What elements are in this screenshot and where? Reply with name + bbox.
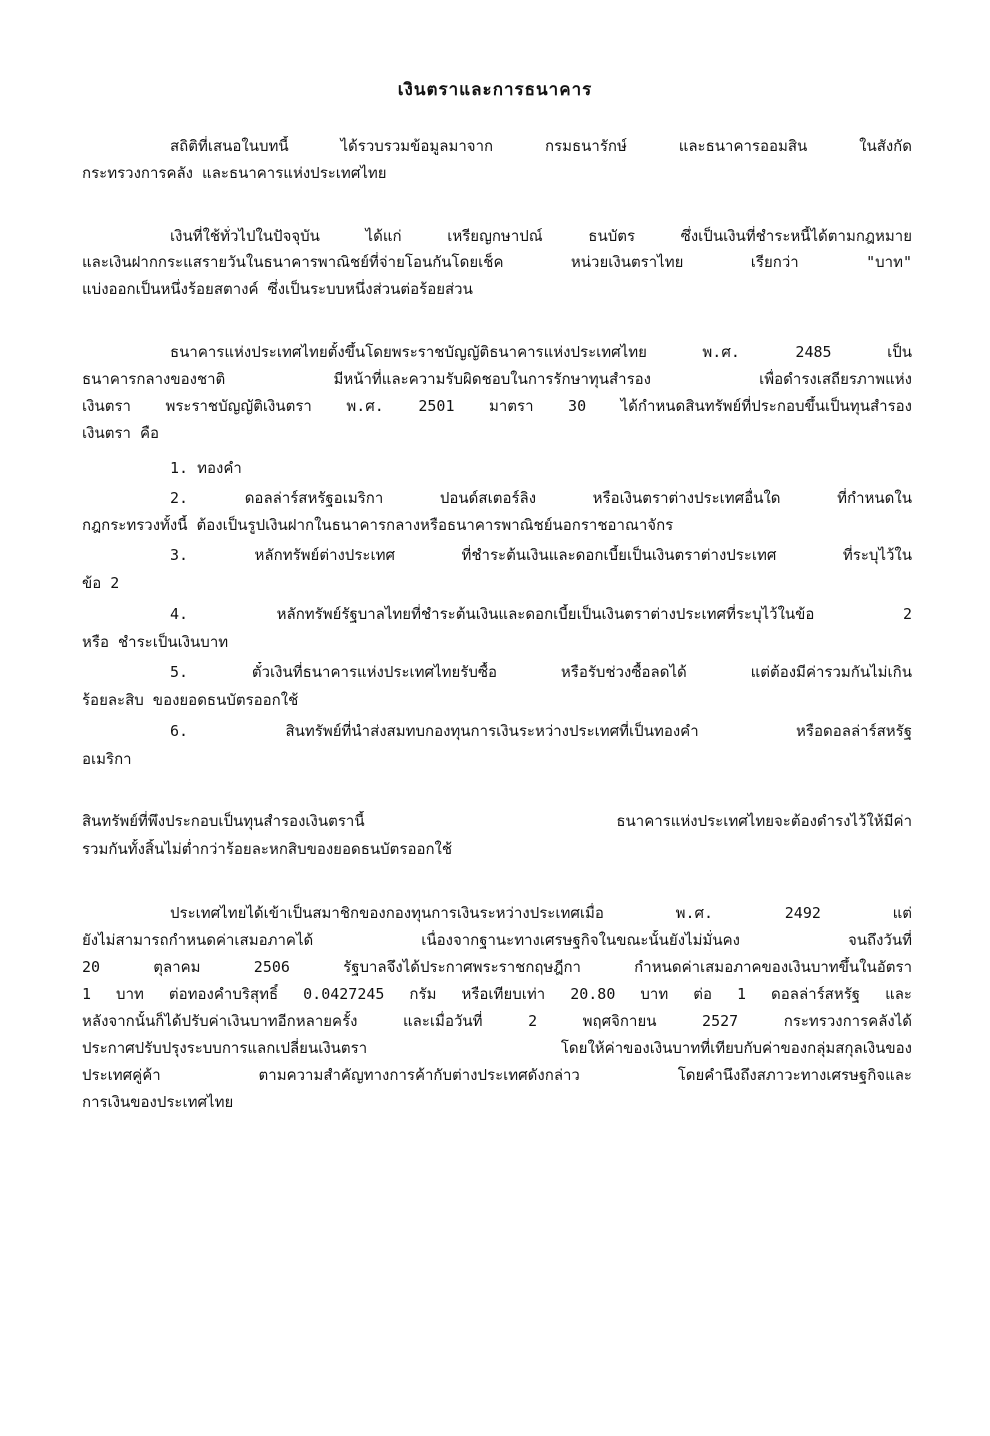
currency-line: แบ่งออกเป็นหนึ่งร้อยสตางค์ ซึ่งเป็นระบบหนึ่งส่วนต่อร้อยส่วน [82, 280, 473, 298]
list-item-4-cont: หรือ ชำระเป็นเงินบาท [82, 633, 229, 651]
imf-line: ประเทศคู่ค้า ตามความสำคัญทางการค้ากับต่างประเทศดังกล่าว โดยคำนึงถึงสภาวะทางเศรษฐกิจและ [82, 1066, 912, 1084]
currency-line: และเงินฝากกระแสรายวันในธนาคารพาณิชย์ที่จ่ายโอนกันโดยเช็ค หน่วยเงินตราไทย เรียกว่า "บาท" [82, 253, 912, 271]
list-item-1: 1. ทองคำ [170, 459, 242, 477]
imf-line: 20 ตุลาคม 2506 รัฐบาลจึงได้ประกาศพระราชกฤษฎีกา กำหนดค่าเสมอภาคของเงินบาทขึ้นในอัตรา [82, 958, 912, 976]
list-item-2-cont: กฎกระทรวงทั้งนี้ ต้องเป็นรูปเงินฝากในธนาคารกลางหรือธนาคารพาณิชย์นอกราชอาณาจักร [82, 516, 674, 534]
list-item-6: 6. สินทรัพย์ที่นำส่งสมทบกองทุนการเงินระหว่างประเทศที่เป็นทองคำ หรือดอลล่าร์สหรัฐ [170, 722, 912, 740]
imf-line: ประเทศไทยได้เข้าเป็นสมาชิกของกองทุนการเงินระหว่างประเทศเมื่อ พ.ศ. 2492 แต่ [170, 904, 912, 922]
bank-line: ธนาคารแห่งประเทศไทยตั้งขึ้นโดยพระราชบัญญัติธนาคารแห่งประเทศไทย พ.ศ. 2485 เป็น [170, 343, 912, 361]
list-item-2: 2. ดอลล่าร์สหรัฐอเมริกา ปอนด์สเตอร์ลิง หรือเงินตราต่างประเทศอื่นใด ที่กำหนดใน [170, 489, 912, 507]
reserve-line: รวมกันทั้งสิ้นไม่ต่ำกว่าร้อยละหกสิบของยอดธนบัตรออกใช้ [82, 840, 453, 858]
list-item-5-cont: ร้อยละสิบ ของยอดธนบัตรออกใช้ [82, 691, 299, 709]
list-item-3-cont: ข้อ 2 [82, 574, 120, 592]
intro-line: สถิติที่เสนอในบทนี้ ได้รวบรวมข้อมูลมาจาก กรมธนารักษ์ และธนาคารออมสิน ในสังกัด [170, 137, 912, 155]
page-title: เงินตราและการธนาคาร [397, 80, 593, 100]
intro-line: กระทรวงการคลัง และธนาคารแห่งประเทศไทย [82, 164, 387, 182]
list-item-3: 3. หลักทรัพย์ต่างประเทศ ที่ชำระต้นเงินและดอกเบี้ยเป็นเงินตราต่างประเทศ ที่ระบุไว้ใน [170, 546, 912, 564]
imf-line: ยังไม่สามารถกำหนดค่าเสมอภาคได้ เนื่องจากฐานะทางเศรษฐกิจในขณะนั้นยังไม่มั่นคง จนถึงวันที่ [82, 931, 912, 949]
list-item-5: 5. ตั๋วเงินที่ธนาคารแห่งประเทศไทยรับซื้อ หรือรับช่วงซื้อลดได้ แต่ต้องมีค่ารวมกันไม่เกิน [170, 663, 912, 681]
list-item-6-cont: อเมริกา [82, 750, 132, 768]
currency-line: เงินที่ใช้ทั่วไปในปัจจุบัน ได้แก่ เหรียญกษาปณ์ ธนบัตร ซึ่งเป็นเงินที่ชำระหนี้ได้ตามกฎหมาย [170, 227, 912, 245]
list-item-4: 4. หลักทรัพย์รัฐบาลไทยที่ชำระต้นเงินและดอกเบี้ยเป็นเงินตราต่างประเทศที่ระบุไว้ในข้อ 2 [170, 605, 912, 623]
bank-line: เงินตรา พระราชบัญญัติเงินตรา พ.ศ. 2501 มาตรา 30 ได้กำหนดสินทรัพย์ที่ประกอบขึ้นเป็นทุนสำรอง [82, 397, 912, 415]
imf-line: หลังจากนั้นก็ได้ปรับค่าเงินบาทอีกหลายครั้ง และเมื่อวันที่ 2 พฤศจิกายน 2527 กระทรวงการคลังได้ [82, 1012, 912, 1030]
imf-line: การเงินของประเทศไทย [82, 1093, 234, 1111]
bank-line: ธนาคารกลางของชาติ มีหน้าที่และความรับผิดชอบในการรักษาทุนสำรอง เพื่อดำรงเสถียรภาพแห่ง [82, 370, 912, 388]
imf-line: 1 บาท ต่อทองคำบริสุทธิ์ 0.0427245 กรัม หรือเทียบเท่า 20.80 บาท ต่อ 1 ดอลล่าร์สหรัฐ และ [82, 985, 912, 1003]
bank-line: เงินตรา คือ [82, 424, 159, 442]
imf-line: ประกาศปรับปรุงระบบการแลกเปลี่ยนเงินตรา โดยให้ค่าของเงินบาทที่เทียบกับค่าของกลุ่มสกุลเงินของ [82, 1039, 912, 1057]
reserve-line: สินทรัพย์ที่พึงประกอบเป็นทุนสำรองเงินตรานี้ ธนาคารแห่งประเทศไทยจะต้องดำรงไว้ให้มีค่า [82, 812, 912, 830]
